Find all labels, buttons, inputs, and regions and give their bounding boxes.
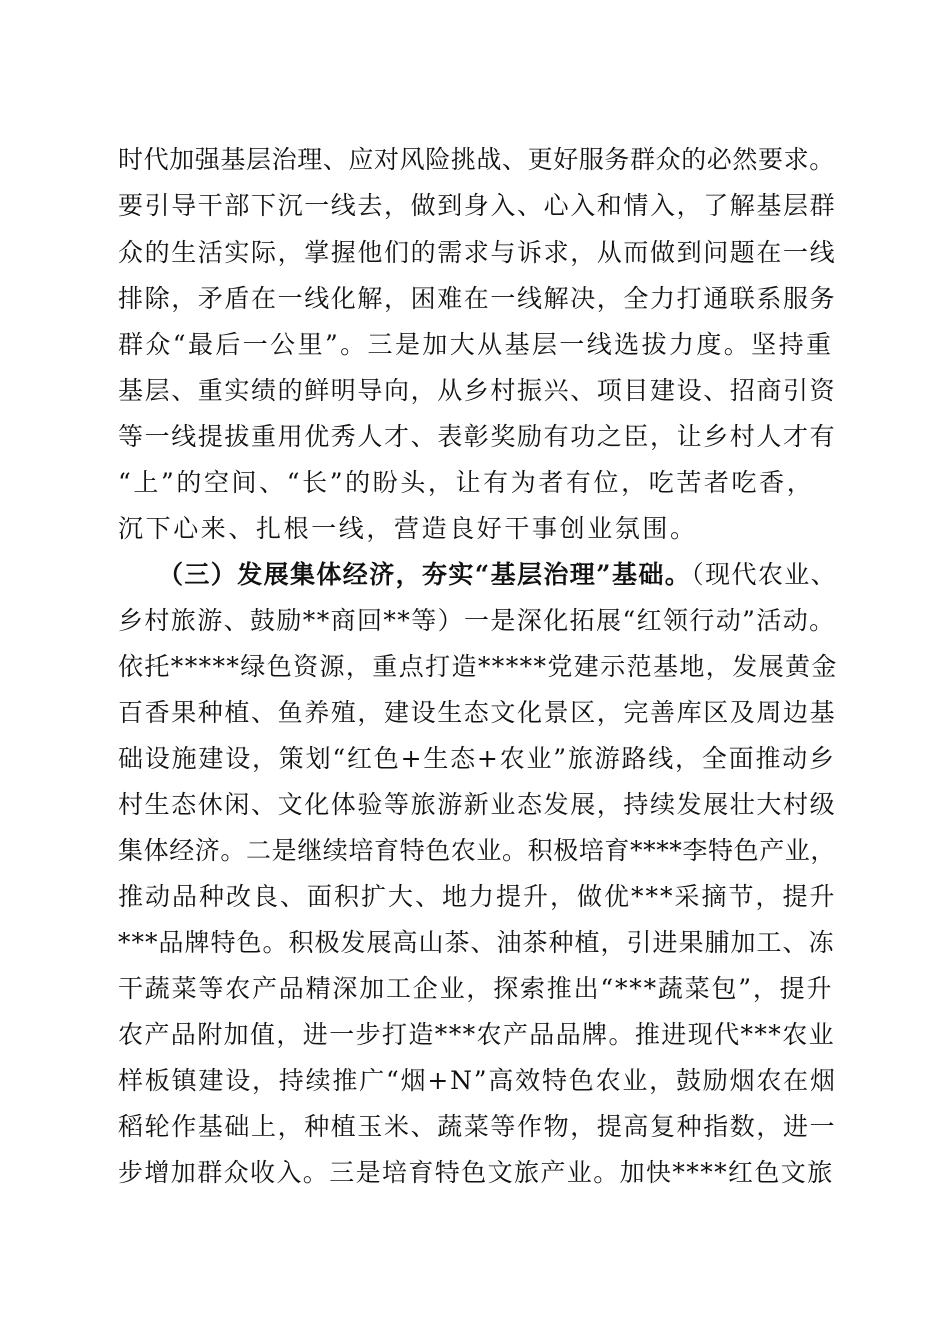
body-text-line: “上”的空间、“长”的盼头，让有为者有位，吃苦者吃香，	[118, 468, 815, 497]
body-text-line: 要引导干部下沉一线去，做到身入、心入和情入，了解基层群	[118, 191, 837, 220]
body-text-line: 步增加群众收入。三是培育特色文旅产业。加快****红色文旅	[118, 1158, 834, 1187]
body-text-line: 样板镇建设，持续推广“烟+N”高效特色农业，鼓励烟农在烟	[118, 1066, 837, 1095]
body-text-line: 时代加强基层治理、应对风险挑战、更好服务群众的必然要求。	[118, 145, 835, 174]
body-text-line: ***品牌特色。积极发展高山茶、油茶种植，引进果脯加工、冻	[118, 928, 835, 957]
body-text-line: 基层、重实绩的鲜明导向，从乡村振兴、项目建设、招商引资	[118, 376, 837, 405]
body-text-line: 沉下心来、扎根一线，营造良好干事创业氛围。	[118, 514, 698, 543]
body-text-line: 集体经济。二是继续培育特色农业。积极培育****李特色产业，	[118, 836, 837, 865]
body-text-line: 推动品种改良、面积扩大、地力提升，做优***采摘节，提升	[118, 882, 837, 911]
body-text-line: 百香果种植、鱼养殖，建设生态文化景区，完善库区及周边基	[118, 698, 837, 727]
body-text-line: 众的生活实际，掌握他们的需求与诉求，从而做到问题在一线	[118, 238, 837, 267]
section-heading-line	[158, 560, 838, 590]
body-text-line: 稻轮作基础上，种植玉米、蔬菜等作物，提高复种指数，进一	[118, 1112, 837, 1141]
body-text-line: 等一线提拔重用优秀人才、表彰奖励有功之臣，让乡村人才有	[118, 422, 837, 451]
body-text-line: 依托*****绿色资源，重点打造*****党建示范基地，发展黄金	[118, 652, 838, 681]
body-text-line: 干蔬菜等农产品精深加工企业，探索推出“***蔬菜包”，提升	[118, 974, 834, 1003]
body-text-line: 群众“最后一公里”。三是加大从基层一线选拔力度。坚持重	[118, 330, 834, 359]
body-text-line: 村生态休闲、文化体验等旅游新业态发展，持续发展壮大村级	[118, 790, 837, 819]
section-3-heading: （三）发展集体经济，夯实“基层治理”基础。	[158, 560, 692, 589]
body-text-line: 排除，矛盾在一线化解，困难在一线解决，全力打通联系服务	[118, 284, 837, 313]
body-text-line: 农产品附加值，进一步打造***农产品品牌。推进现代***农业	[118, 1020, 836, 1049]
body-text-line: 础设施建设，策划“红色+生态+农业”旅游路线，全面推动乡	[118, 744, 836, 773]
body-text-line: 乡村旅游、鼓励**商回**等）一是深化拓展“红领行动”活动。	[118, 606, 836, 635]
section-3-note: （现代农业、	[691, 560, 838, 589]
